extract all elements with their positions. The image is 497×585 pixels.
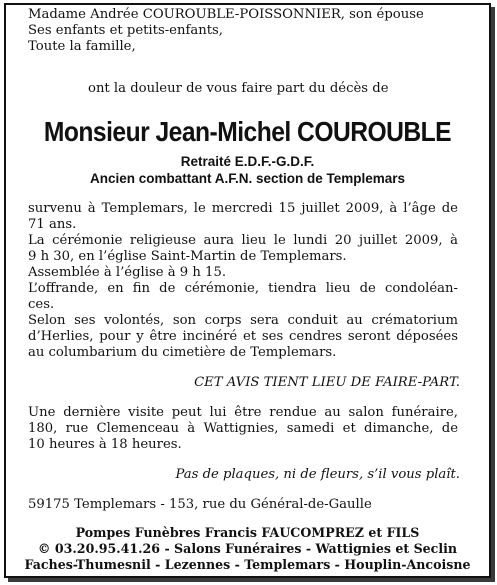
no-flowers-text: Pas de plaques, ni de fleurs, s’il vous plaît.: [175, 467, 460, 482]
notice-text: CET AVIS TIENT LIEU DE FAIRE-PART.: [194, 375, 460, 390]
family-line-1: Madame Andrée COUROUBLE-POISSONNIER, son épouse: [28, 7, 424, 22]
body-line-3: La cérémonie religieuse aura lieu le lundi 20 juillet 2009, à: [28, 233, 458, 248]
body-line-5: Assemblée à l’église à 9 h 15.: [28, 265, 227, 280]
body-line-7: ces.: [28, 297, 55, 312]
body-line-8: Selon ses volontés, son corps sera conduit au crématorium: [28, 313, 458, 328]
body-line-9: d’Herlies, pour y être incinéré et ses cendres seront déposées: [28, 329, 458, 344]
body-line-10: au columbarium du cimetière de Templemars.: [28, 345, 337, 360]
body-line-4: 9 h 30, en l’église Saint-Martin de Templemars.: [28, 249, 347, 264]
body-line-6: L’offrande, en fin de cérémonie, tiendra lieu de condoléan-: [28, 281, 458, 296]
visit-line-2: 180, rue Clemenceau à Wattignies, samedi et dimanche, de: [28, 421, 458, 436]
family-line-3: Toute la famille,: [28, 39, 136, 54]
footer-line-1: Pompes Funèbres Francis FAUCOMPREZ et FILS: [75, 525, 420, 540]
visit-line-3: 10 heures à 18 heures.: [28, 437, 182, 452]
body-line-2: 71 ans.: [28, 217, 77, 232]
deceased-title-1: Retraité E.D.F.-G.D.F.: [180, 154, 315, 169]
body-line-1: survenu à Templemars, le mercredi 15 juillet 2009, à l’âge de: [28, 201, 458, 216]
family-line-2: Ses enfants et petits-enfants,: [28, 23, 223, 38]
visit-line-1: Une dernière visite peut lui être rendue au salon funéraire,: [28, 405, 458, 420]
footer-line-2: © 03.20.95.41.26 - Salons Funéraires - Wattignies et Seclin: [37, 541, 458, 556]
address-text: 59175 Templemars - 153, rue du Général-de-Gaulle: [28, 497, 372, 512]
deceased-name: Monsieur Jean-Michel COUROUBLE: [43, 116, 452, 147]
deceased-title-2: Ancien combattant A.F.N. section de Templemars: [89, 171, 406, 186]
footer-line-3: Faches-Thumesnil - Lezennes - Templemars - Houplin-Ancoisne: [24, 557, 471, 572]
intro-text: ont la douleur de vous faire part du décès de: [88, 81, 389, 96]
obituary-notice: [4, 3, 491, 578]
